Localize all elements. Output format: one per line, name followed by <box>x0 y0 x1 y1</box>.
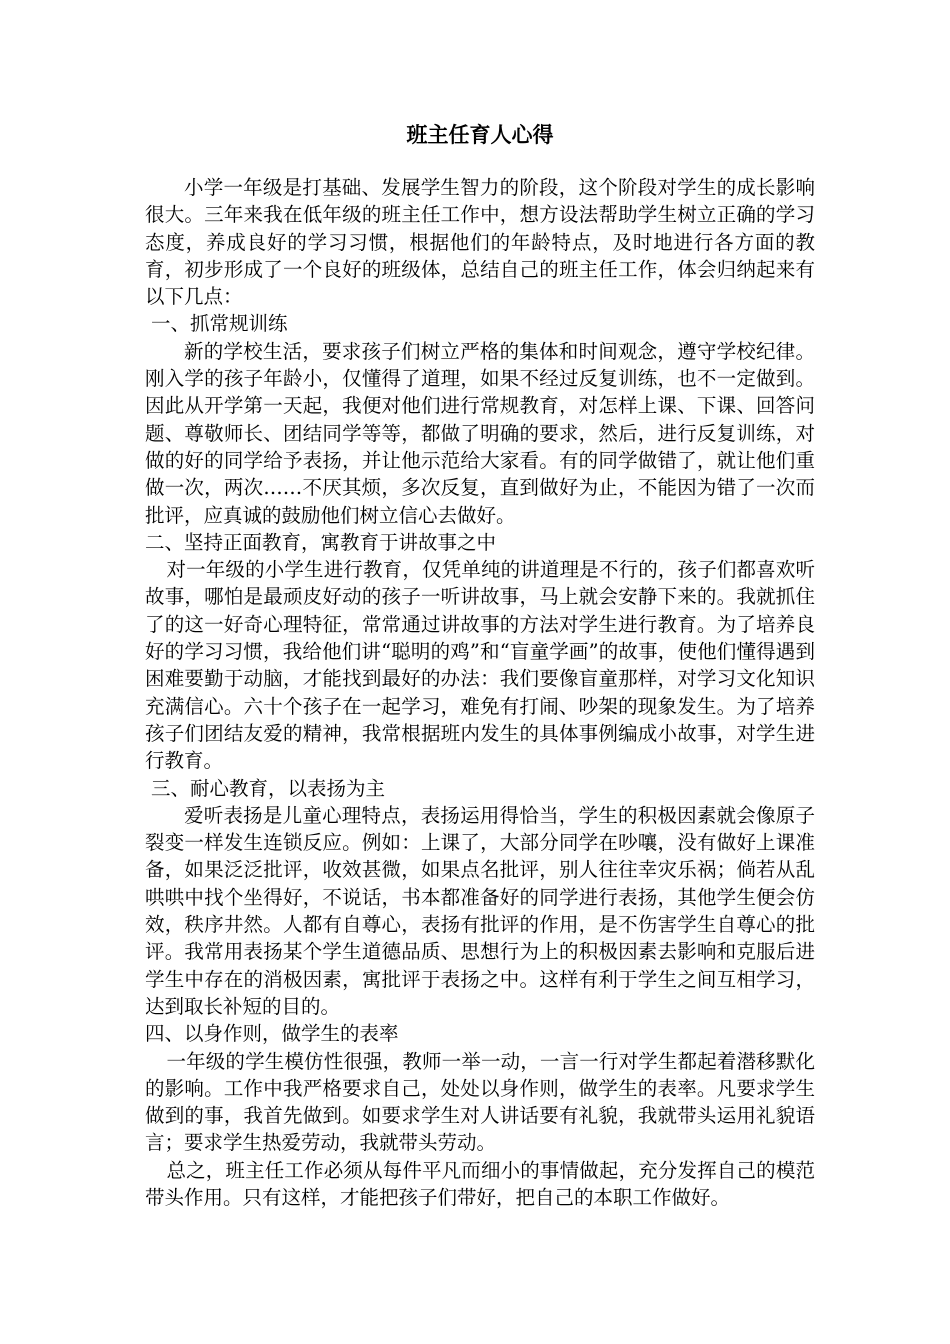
section-4-heading: 四、以身作则，做学生的表率 <box>145 1022 399 1046</box>
intro-paragraph: 小学一年级是打基础、发展学生智力的阶段，这个阶段对学生的成长影响很大。三年来我在低年级的班主任工作中，想方设法帮助学生树立正确的学习态度，养成良好的学习习惯，根据他们的年龄特点，及时地进行各方面的教育，初步形成了一个良好的班级体，总结自己的班主任工作，体会归纳起来有以下几点： <box>145 176 815 309</box>
section-2-heading: 二、坚持正面教育，寓教育于讲故事之中 <box>145 530 497 554</box>
section-1-heading: 一、抓常规训练 <box>151 312 288 336</box>
section-4-body: 一年级的学生模仿性很强，教师一举一动，一言一行对学生都起着潜移默化的影响。工作中我严格要求自己，处处以身作则，做学生的表率。凡要求学生做到的事，我首先做到。如要求学生对人讲话要有礼貌，我就带头运用礼貌语言；要求学生热爱劳动，我就带头劳动。 <box>145 1049 815 1155</box>
section-3-heading: 三、耐心教育，以表扬为主 <box>151 776 386 800</box>
document-title: 班主任育人心得 <box>406 123 554 147</box>
conclusion-paragraph: 总之，班主任工作必须从每件平凡而细小的事情做起，充分发挥自己的模范带头作用。只有这样，才能把孩子们带好，把自己的本职工作做好。 <box>145 1158 815 1209</box>
document-page <box>145 118 815 1211</box>
section-3-body: 爱听表扬是儿童心理特点，表扬运用得恰当，学生的积极因素就会像原子裂变一样发生连锁反应。例如：上课了，大部分同学在吵嚷，没有做好上课准备，如果泛泛批评，收效甚微，如果点名批评，别人往往幸灾乐祸；倘若从乱哄哄中找个坐得好，不说话，书本都准备好的同学进行表扬，其他学生便会仿效，秩序井然。人都有自尊心，表扬有批评的作用，是不伤害学生自尊心的批评。我常用表扬某个学生道德品质、思想行为上的积极因素去影响和克服后进学生中存在的消极因素，寓批评于表扬之中。这样有利于学生之间互相学习，达到取长补短的目的。 <box>145 803 815 1018</box>
section-1-body: 新的学校生活，要求孩子们树立严格的集体和时间观念，遵守学校纪律。刚入学的孩子年龄小，仅懂得了道理，如果不经过反复训练，也不一定做到。因此从开学第一天起，我便对他们进行常规教育，对怎样上课、下课、回答问题、尊敬师长、团结同学等等，都做了明确的要求，然后，进行反复训练，对做的好的同学给予表扬，并让他示范给大家看。有的同学做错了，就让他们重做一次，两次……不厌其烦，多次反复，直到做好为止，不能因为错了一次而批评，应真诚的鼓励他们树立信心去做好。 <box>145 339 815 527</box>
section-2-body: 对一年级的小学生进行教育，仅凭单纯的讲道理是不行的，孩子们都喜欢听故事，哪怕是最顽皮好动的孩子一听讲故事，马上就会安静下来的。我就抓住了的这一好奇心理特征，常常通过讲故事的方法对学生进行教育。为了培养良好的学习习惯，我给他们讲“聪明的鸡”和“盲童学画”的故事，使他们懂得遇到困难要勤于动脑，才能找到最好的办法：我们要像盲童那样，对学习文化知识充满信心。六十个孩子在一起学习，难免有打闹、吵架的现象发生。为了培养孩子们团结友爱的精神，我常根据班内发生的具体事例编成小故事，对学生进行教育。 <box>145 558 815 773</box>
